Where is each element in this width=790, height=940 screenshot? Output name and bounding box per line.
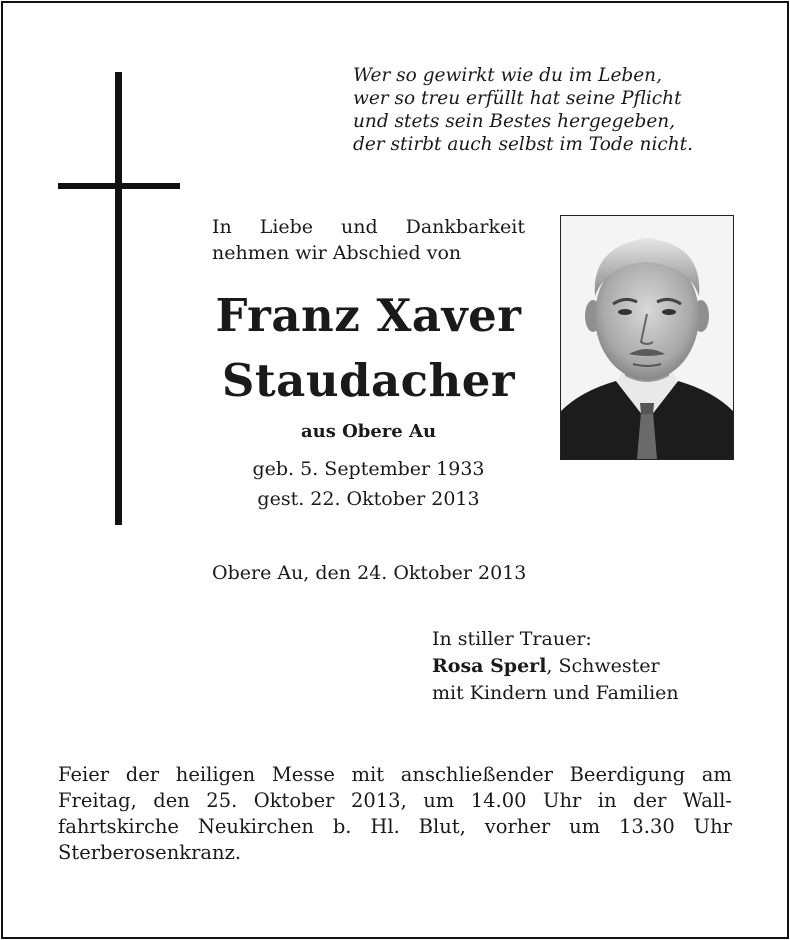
intro-text (212, 214, 532, 266)
funeral-word: in (597, 789, 617, 812)
funeral-word: um (569, 815, 601, 838)
deceased-origin: aus Obere Au (300, 421, 437, 442)
funeral-word: um (423, 789, 455, 812)
place-and-date: Obere Au, den 24. Oktober 2013 (212, 562, 527, 584)
funeral-word: den (153, 789, 190, 812)
funeral-word: vorher (484, 815, 551, 838)
funeral-word: Hl. (370, 815, 400, 838)
deceased-first-name: Franz Xaver (215, 289, 522, 342)
funeral-word: Uhr (693, 815, 732, 838)
poem (353, 64, 773, 156)
funeral-word: Blut, (418, 815, 466, 838)
mourner-name: Rosa Sperl (432, 655, 547, 677)
funeral-word: der (633, 789, 667, 812)
birth-date: geb. 5. September 1933 (252, 458, 485, 480)
intro-word: Dankbarkeit (405, 216, 525, 238)
funeral-word: Feier (58, 763, 110, 786)
mourner-family: mit Kindern und Familien (432, 682, 679, 704)
death-date: gest. 22. Oktober 2013 (257, 488, 480, 510)
funeral-word: 25. (206, 789, 238, 812)
life-dates (196, 454, 541, 514)
funeral-word: der (125, 763, 160, 786)
mourners-block (432, 626, 679, 707)
funeral-word: heiligen (175, 763, 256, 786)
poem-line: Wer so gewirkt wie du im Leben, (353, 65, 662, 86)
funeral-word: am (701, 763, 732, 786)
funeral-word: mit (351, 763, 385, 786)
mourners-heading: In stiller Trauer: (432, 628, 592, 650)
cross-icon-horizontal (58, 183, 180, 189)
funeral-line (58, 762, 732, 788)
funeral-word: Neukirchen (197, 815, 314, 838)
funeral-word: 2013, (350, 789, 407, 812)
funeral-word: 13.30 (618, 815, 675, 838)
poem-line: der stirbt auch selbst im Tode nicht. (353, 134, 693, 155)
mourner-line (432, 653, 679, 680)
funeral-word: Wall- (682, 789, 732, 812)
mourner-relation: , Schwester (546, 655, 660, 677)
intro-word: und (341, 216, 378, 238)
cross-icon-vertical (115, 72, 122, 525)
portrait-photo (560, 215, 734, 460)
funeral-word: 14.00 (470, 789, 527, 812)
funeral-word: Oktober (253, 789, 335, 812)
funeral-word: Beerdigung (569, 763, 686, 786)
funeral-word: Uhr (543, 789, 582, 812)
funeral-line (58, 814, 732, 840)
intro-word: Liebe (259, 216, 314, 238)
funeral-word: Messe (271, 763, 335, 786)
funeral-word: fahrtskirche (58, 815, 179, 838)
funeral-word: b. (332, 815, 352, 838)
poem-line: und stets sein Bestes hergegeben, (353, 111, 676, 132)
funeral-word: anschließender (400, 763, 553, 786)
deceased-last-name: Staudacher (221, 354, 516, 407)
intro-line-2: nehmen wir Abschied von (212, 242, 462, 264)
intro-word: In (212, 216, 232, 238)
funeral-details (58, 762, 732, 866)
funeral-word: Freitag, (58, 789, 137, 812)
funeral-line (58, 788, 732, 814)
funeral-line: Sterberosenkranz. (58, 841, 242, 864)
poem-line: wer so treu erfüllt hat seine Pflicht (353, 88, 682, 109)
